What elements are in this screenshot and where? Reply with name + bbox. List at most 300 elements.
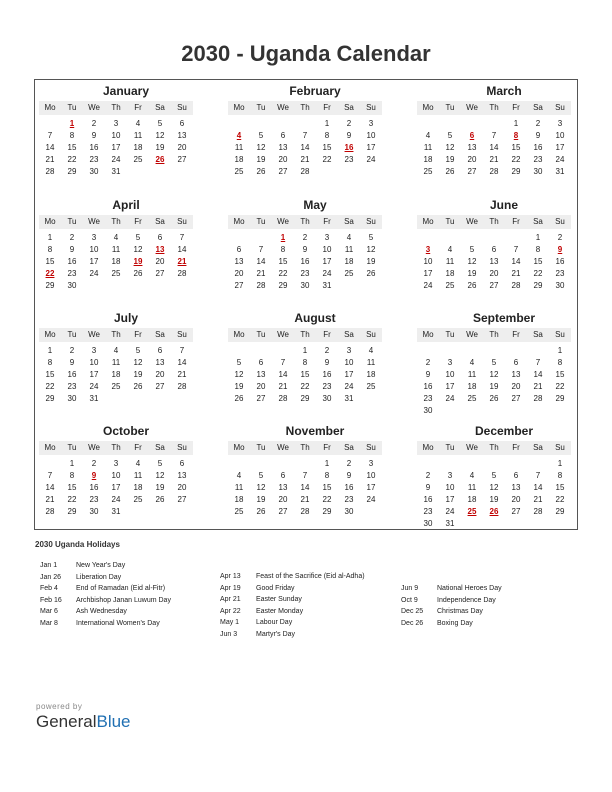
weekday-label: Mo: [422, 443, 434, 452]
day-cell: 17: [366, 143, 376, 152]
day-cell: 2: [302, 233, 308, 242]
day-cell: 30: [300, 281, 310, 290]
holiday-row: [401, 618, 502, 630]
day-cell: 17: [555, 143, 565, 152]
day-cell: 24: [366, 155, 376, 164]
day-cell: 2: [535, 119, 541, 128]
day-cell: 8: [69, 471, 75, 480]
weekday-label: We: [277, 330, 289, 339]
day-cell: 22: [322, 495, 332, 504]
day-cell: 4: [113, 233, 119, 242]
day-cell: 19: [256, 155, 266, 164]
day-cell: 1: [513, 119, 519, 128]
day-cell: 29: [322, 507, 332, 516]
day-cell: 18: [467, 495, 477, 504]
day-cell: 6: [258, 358, 264, 367]
brand-logo[interactable]: [36, 702, 131, 732]
weekday-label: Mo: [233, 443, 245, 452]
day-cell: 20: [234, 269, 244, 278]
month-name: December: [474, 424, 534, 438]
day-cell: 21: [278, 382, 288, 391]
holiday-row: [220, 583, 365, 595]
day-cell: 21: [45, 495, 55, 504]
day-cell: 24: [111, 495, 121, 504]
day-cell: 16: [555, 257, 565, 266]
day-grid: [417, 345, 571, 417]
day-cell: 5: [368, 233, 374, 242]
day-cell: 6: [491, 245, 497, 254]
day-cell: 30: [89, 507, 99, 516]
weekday-header: [39, 328, 193, 342]
day-cell: 8: [324, 471, 330, 480]
holiday-row: [401, 606, 502, 618]
weekday-label: Sa: [344, 103, 354, 112]
day-blank: [505, 345, 527, 357]
month-june: [417, 197, 571, 292]
day-cell: 15: [45, 257, 55, 266]
day-cell: 3: [113, 119, 119, 128]
weekday-label: Sa: [155, 103, 165, 112]
day-cell: 11: [133, 471, 143, 480]
day-cell: 5: [157, 459, 163, 468]
weekday-label: Mo: [44, 217, 56, 226]
day-cell: 1: [69, 459, 75, 468]
day-cell: 7: [535, 471, 541, 480]
holiday-name: Archbishop Janan Luwum Day: [76, 596, 171, 604]
weekday-label: Fr: [134, 330, 142, 339]
day-blank: [272, 118, 294, 130]
weekday-label: Tu: [445, 217, 455, 226]
day-cell: 17: [445, 382, 455, 391]
day-cell: 28: [300, 507, 310, 516]
day-cell: 1: [302, 346, 308, 355]
holiday-day: 25: [467, 507, 477, 516]
day-blank: [505, 232, 527, 244]
day-cell: 25: [111, 382, 121, 391]
day-cell: 25: [445, 281, 455, 290]
day-cell: 12: [467, 257, 477, 266]
day-cell: 16: [89, 143, 99, 152]
weekday-header: [39, 441, 193, 455]
holiday-column: [220, 571, 365, 640]
day-cell: 27: [155, 269, 165, 278]
day-cell: 23: [533, 155, 543, 164]
day-cell: 10: [89, 245, 99, 254]
holiday-row: [40, 595, 171, 607]
day-cell: 17: [111, 483, 121, 492]
day-cell: 8: [69, 131, 75, 140]
day-cell: 11: [111, 245, 121, 254]
day-cell: 16: [67, 257, 77, 266]
month-name: January: [102, 84, 150, 98]
day-cell: 1: [557, 346, 563, 355]
day-cell: 13: [489, 257, 499, 266]
holiday-date: Feb 4: [40, 585, 58, 592]
weekday-label: Su: [555, 103, 565, 112]
day-cell: 16: [67, 370, 77, 379]
day-cell: 6: [280, 131, 286, 140]
month-december: [417, 423, 571, 530]
day-cell: 14: [533, 483, 543, 492]
weekday-label: Sa: [344, 217, 354, 226]
day-cell: 21: [489, 155, 499, 164]
day-cell: 3: [91, 346, 97, 355]
day-blank: [417, 118, 439, 130]
day-cell: 9: [425, 483, 431, 492]
weekday-label: Sa: [155, 330, 165, 339]
day-blank: [228, 458, 250, 470]
day-cell: 8: [557, 358, 563, 367]
day-cell: 8: [535, 245, 541, 254]
weekday-label: Fr: [512, 330, 520, 339]
day-cell: 27: [511, 394, 521, 403]
day-cell: 29: [300, 394, 310, 403]
day-cell: 21: [256, 269, 266, 278]
day-cell: 9: [425, 370, 431, 379]
day-cell: 21: [45, 155, 55, 164]
day-cell: 3: [91, 233, 97, 242]
day-blank: [483, 232, 505, 244]
day-cell: 4: [346, 233, 352, 242]
holiday-name: Easter Sunday: [256, 596, 302, 603]
day-cell: 26: [489, 394, 499, 403]
day-cell: 29: [67, 167, 77, 176]
day-cell: 29: [533, 281, 543, 290]
day-cell: 9: [346, 471, 352, 480]
day-cell: 23: [555, 269, 565, 278]
holiday-date: Jan 1: [40, 562, 58, 569]
day-cell: 11: [423, 143, 433, 152]
day-cell: 19: [155, 143, 165, 152]
day-blank: [417, 345, 439, 357]
day-cell: 18: [467, 382, 477, 391]
day-blank: [417, 232, 439, 244]
weekday-label: We: [88, 330, 100, 339]
day-grid: [228, 118, 382, 178]
month-september: [417, 310, 571, 417]
day-cell: 19: [234, 382, 244, 391]
day-cell: 11: [366, 358, 376, 367]
holiday-day: 4: [236, 131, 242, 140]
day-cell: 30: [423, 406, 433, 415]
day-cell: 23: [300, 269, 310, 278]
holiday-name: Good Friday: [256, 584, 295, 592]
weekday-label: Th: [489, 330, 499, 339]
day-cell: 20: [155, 370, 165, 379]
day-cell: 19: [445, 155, 455, 164]
day-cell: 13: [511, 370, 521, 379]
day-cell: 1: [324, 459, 330, 468]
day-cell: 15: [533, 257, 543, 266]
day-cell: 18: [423, 155, 433, 164]
day-cell: 8: [47, 358, 53, 367]
weekday-label: We: [88, 103, 100, 112]
day-cell: 17: [423, 269, 433, 278]
day-blank: [461, 232, 483, 244]
day-cell: 28: [256, 281, 266, 290]
day-cell: 6: [157, 346, 163, 355]
day-cell: 10: [366, 471, 376, 480]
day-cell: 26: [133, 269, 143, 278]
holiday-day: 26: [489, 507, 499, 516]
month-name: May: [303, 198, 327, 212]
day-cell: 2: [425, 358, 431, 367]
day-cell: 27: [467, 167, 477, 176]
day-cell: 16: [423, 382, 433, 391]
month-name: August: [294, 311, 336, 325]
day-cell: 12: [133, 358, 143, 367]
weekday-label: Mo: [44, 103, 56, 112]
holiday-name: Feast of the Sacrifice (Eid al-Adha): [256, 573, 365, 580]
day-cell: 26: [234, 394, 244, 403]
month-name: March: [486, 84, 522, 98]
day-cell: 24: [344, 382, 354, 391]
day-cell: 8: [47, 245, 53, 254]
holiday-name: Ash Wednesday: [76, 608, 127, 615]
day-cell: 10: [322, 245, 332, 254]
day-cell: 3: [324, 233, 330, 242]
day-cell: 6: [157, 233, 163, 242]
day-cell: 4: [135, 459, 141, 468]
day-cell: 2: [91, 459, 97, 468]
day-cell: 24: [445, 507, 455, 516]
day-cell: 11: [467, 483, 477, 492]
month-march: [417, 83, 571, 178]
day-cell: 4: [113, 346, 119, 355]
holiday-date: Apr 13: [220, 573, 241, 580]
day-cell: 31: [322, 281, 332, 290]
weekday-label: We: [277, 217, 289, 226]
day-cell: 20: [489, 269, 499, 278]
day-cell: 16: [533, 143, 543, 152]
day-cell: 4: [447, 245, 453, 254]
day-blank: [228, 118, 250, 130]
day-cell: 25: [133, 155, 143, 164]
day-cell: 6: [513, 358, 519, 367]
day-cell: 14: [45, 483, 55, 492]
day-cell: 22: [278, 269, 288, 278]
day-cell: 5: [135, 346, 141, 355]
weekday-label: Fr: [134, 443, 142, 452]
day-cell: 16: [89, 483, 99, 492]
day-cell: 9: [346, 131, 352, 140]
day-cell: 14: [177, 358, 187, 367]
weekday-label: Su: [366, 103, 376, 112]
day-blank: [228, 345, 250, 357]
weekday-label: Mo: [422, 217, 434, 226]
day-cell: 17: [344, 370, 354, 379]
day-cell: 15: [511, 143, 521, 152]
day-cell: 2: [346, 459, 352, 468]
day-cell: 19: [489, 382, 499, 391]
day-cell: 5: [469, 245, 475, 254]
day-cell: 11: [111, 358, 121, 367]
day-cell: 12: [133, 245, 143, 254]
day-blank: [250, 118, 272, 130]
holiday-date: Jun 3: [220, 630, 238, 638]
month-name: February: [289, 84, 341, 98]
holiday-column: [401, 583, 502, 629]
day-cell: 24: [366, 495, 376, 504]
day-blank: [439, 232, 461, 244]
day-cell: 19: [467, 269, 477, 278]
weekday-label: Mo: [233, 217, 245, 226]
day-cell: 24: [89, 382, 99, 391]
month-february: [228, 83, 382, 178]
weekday-label: Su: [366, 330, 376, 339]
day-cell: 10: [344, 358, 354, 367]
day-cell: 28: [533, 394, 543, 403]
day-cell: 14: [256, 257, 266, 266]
day-cell: 4: [135, 119, 141, 128]
weekday-label: Su: [177, 217, 187, 226]
day-cell: 7: [302, 471, 308, 480]
day-cell: 31: [111, 167, 121, 176]
day-cell: 4: [368, 346, 374, 355]
weekday-label: Fr: [512, 103, 520, 112]
day-blank: [39, 118, 61, 130]
holiday-date: Jun 9: [401, 585, 419, 592]
day-cell: 4: [469, 358, 475, 367]
day-blank: [461, 345, 483, 357]
day-cell: 18: [234, 155, 244, 164]
weekday-label: Sa: [533, 217, 543, 226]
day-cell: 28: [511, 281, 521, 290]
day-grid: [228, 345, 382, 405]
day-cell: 5: [258, 131, 264, 140]
day-cell: 6: [179, 459, 185, 468]
holiday-day: 6: [469, 131, 475, 140]
holiday-row: [40, 572, 171, 584]
day-cell: 13: [278, 483, 288, 492]
day-cell: 20: [511, 382, 521, 391]
day-cell: 2: [69, 233, 75, 242]
day-cell: 15: [555, 483, 565, 492]
day-cell: 24: [89, 269, 99, 278]
day-cell: 26: [256, 507, 266, 516]
month-name: October: [102, 424, 149, 438]
weekday-label: Tu: [445, 330, 455, 339]
day-cell: 13: [234, 257, 244, 266]
holiday-row: [220, 629, 365, 641]
day-grid: [228, 458, 382, 518]
day-cell: 21: [177, 370, 187, 379]
day-cell: 22: [555, 382, 565, 391]
day-cell: 18: [344, 257, 354, 266]
day-cell: 28: [300, 167, 310, 176]
day-cell: 15: [67, 143, 77, 152]
day-cell: 9: [324, 358, 330, 367]
weekday-header: [417, 215, 571, 229]
brand-name: [36, 712, 131, 732]
holiday-day: 1: [69, 119, 75, 128]
month-november: [228, 423, 382, 518]
weekday-label: We: [466, 330, 478, 339]
month-august: [228, 310, 382, 405]
day-cell: 24: [111, 155, 121, 164]
holiday-date: Dec 25: [401, 608, 424, 615]
weekday-header: [228, 101, 382, 115]
day-cell: 9: [302, 245, 308, 254]
holidays-title: 2030 Uganda Holidays: [35, 540, 120, 549]
page-title: 2030 - Uganda Calendar: [181, 41, 431, 66]
day-cell: 28: [278, 394, 288, 403]
day-blank: [294, 458, 316, 470]
day-cell: 23: [67, 382, 77, 391]
day-cell: 7: [513, 245, 519, 254]
holiday-day: 19: [133, 257, 143, 266]
day-blank: [527, 345, 549, 357]
day-cell: 21: [300, 495, 310, 504]
day-cell: 2: [425, 471, 431, 480]
holiday-date: Apr 19: [220, 584, 241, 592]
holiday-day: 9: [557, 245, 563, 254]
day-cell: 30: [67, 281, 77, 290]
holiday-row: [40, 618, 171, 630]
day-cell: 19: [489, 495, 499, 504]
weekday-label: We: [466, 103, 478, 112]
holiday-name: Easter Monday: [256, 607, 304, 615]
day-cell: 27: [155, 382, 165, 391]
day-cell: 4: [236, 471, 242, 480]
holiday-date: Jan 26: [40, 573, 62, 581]
weekday-label: Fr: [323, 443, 331, 452]
day-blank: [527, 458, 549, 470]
day-cell: 22: [533, 269, 543, 278]
day-cell: 30: [344, 507, 354, 516]
weekday-label: Th: [111, 443, 121, 452]
weekday-label: Tu: [256, 330, 266, 339]
day-cell: 29: [45, 281, 55, 290]
holiday-date: May 1: [220, 619, 240, 626]
weekday-label: Mo: [233, 330, 245, 339]
day-cell: 15: [300, 370, 310, 379]
day-cell: 28: [533, 507, 543, 516]
day-cell: 7: [179, 233, 185, 242]
weekday-label: We: [466, 217, 478, 226]
weekday-header: [228, 328, 382, 342]
day-cell: 7: [179, 346, 185, 355]
month-may: [228, 197, 382, 292]
day-cell: 6: [280, 471, 286, 480]
day-cell: 16: [344, 483, 354, 492]
day-cell: 5: [258, 471, 264, 480]
brand-blue: Blue: [96, 712, 131, 731]
holiday-date: Dec 26: [401, 619, 424, 627]
day-cell: 6: [236, 245, 242, 254]
day-grid: [39, 232, 193, 292]
month-name: April: [112, 198, 140, 212]
day-cell: 26: [133, 382, 143, 391]
day-cell: 18: [133, 143, 143, 152]
day-cell: 3: [368, 459, 374, 468]
day-cell: 25: [234, 167, 244, 176]
day-cell: 26: [256, 167, 266, 176]
holiday-day: 26: [155, 155, 165, 164]
day-cell: 28: [45, 507, 55, 516]
day-cell: 18: [133, 483, 143, 492]
day-cell: 12: [489, 370, 499, 379]
day-cell: 12: [256, 143, 266, 152]
weekday-label: Mo: [422, 330, 434, 339]
day-cell: 28: [177, 382, 187, 391]
day-blank: [483, 345, 505, 357]
weekday-label: Fr: [323, 217, 331, 226]
day-cell: 1: [557, 459, 563, 468]
day-cell: 10: [423, 257, 433, 266]
day-grid: [417, 458, 571, 530]
day-cell: 29: [555, 507, 565, 516]
